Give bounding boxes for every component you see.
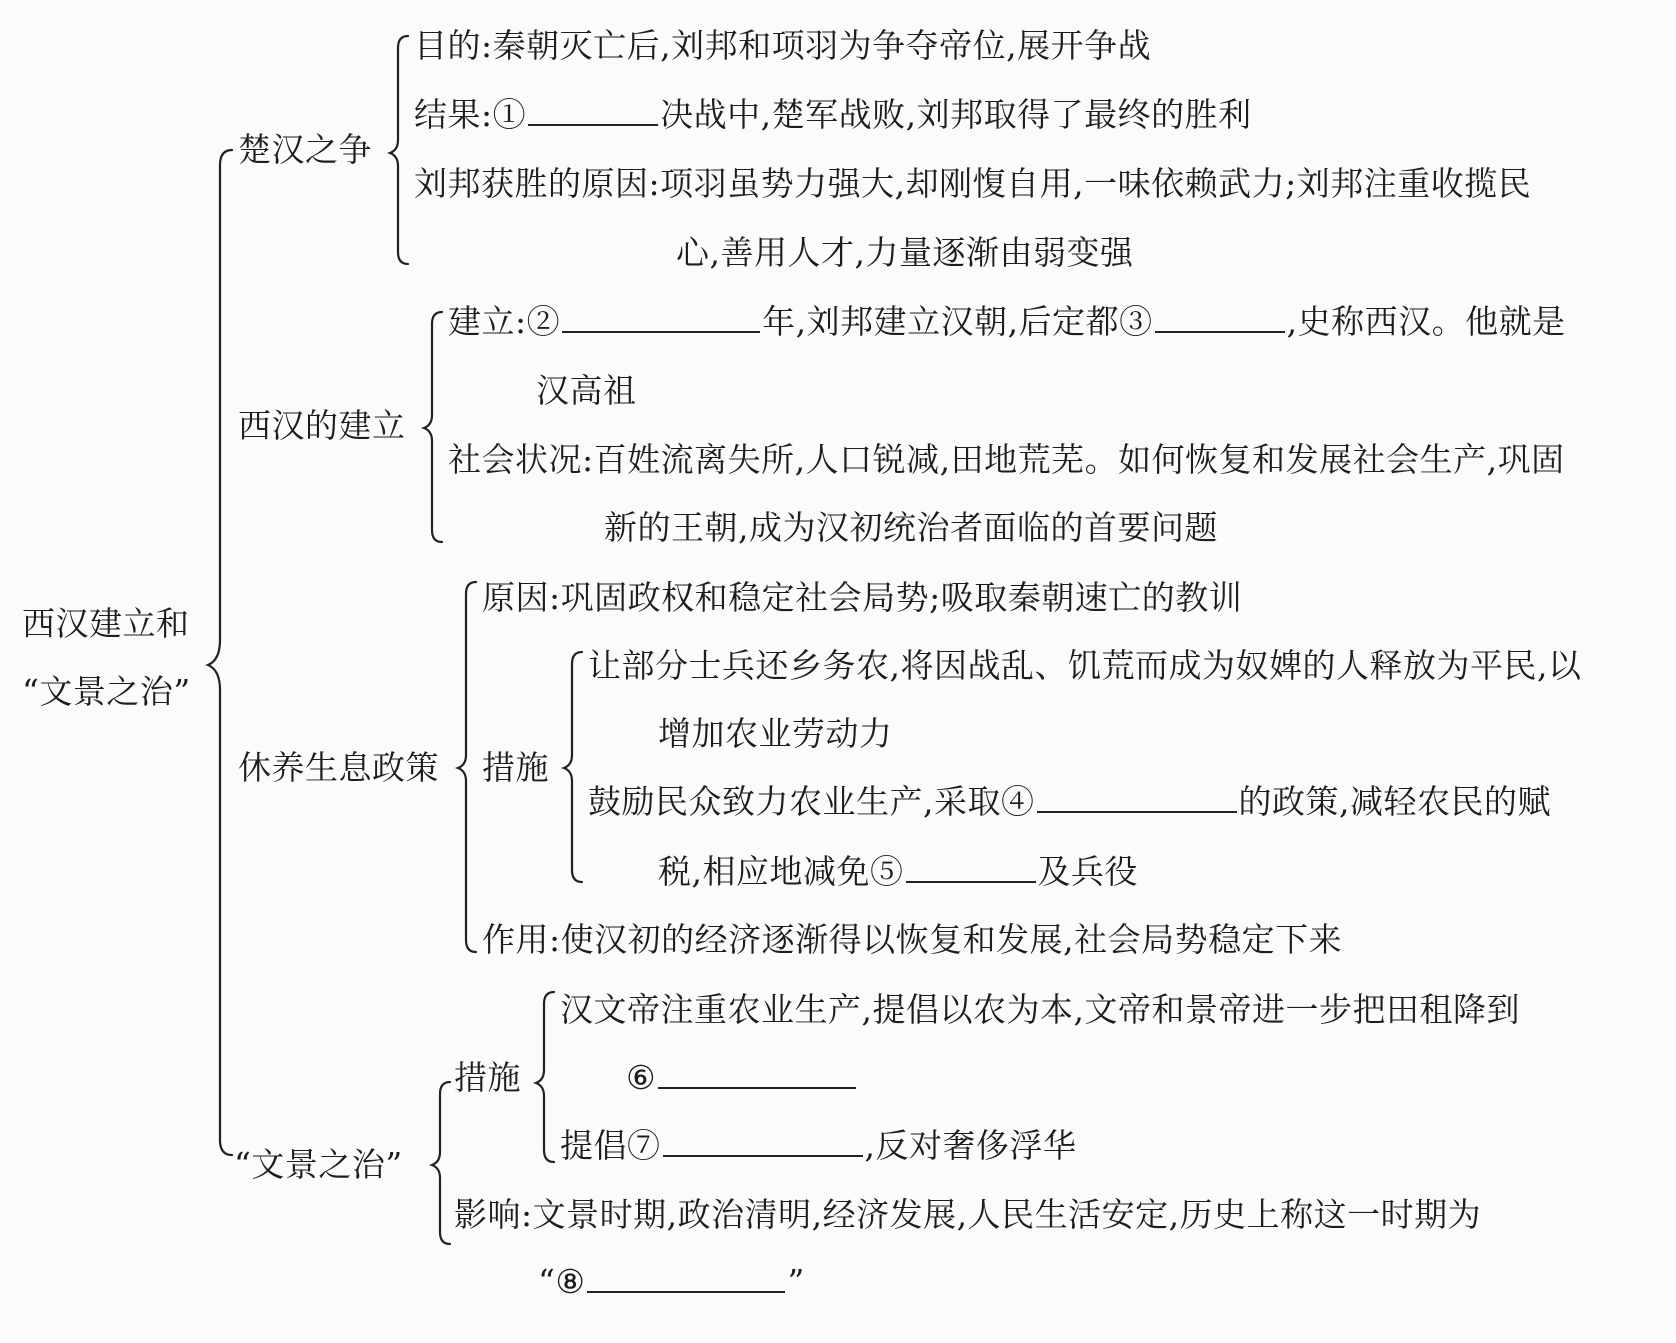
xiuyang-m2-line2 xyxy=(658,852,1138,892)
chuhan-brace xyxy=(390,36,408,264)
xiuyang-measures-label: 措施 xyxy=(482,748,549,787)
wenjing-influence-line2 xyxy=(538,1262,805,1302)
blank-1[interactable] xyxy=(528,96,658,126)
wenjing-m1-line2 xyxy=(626,1058,858,1098)
xiuyang-reason: 原因:巩固政权和稳定社会局势;吸取秦朝速亡的教训 xyxy=(482,578,1243,617)
wenjing-brace xyxy=(432,1082,450,1244)
xiuyang-label: 休养生息政策 xyxy=(238,748,439,787)
blank-5[interactable] xyxy=(906,853,1036,883)
xiuyang-m1-line2: 增加农业劳动力 xyxy=(658,714,893,753)
blank-4[interactable] xyxy=(1037,783,1237,813)
xiuyang-m2-suffix: 的政策,减轻农民的赋 xyxy=(1238,782,1551,821)
wenjing-m1-line2-prefix: ⑥ xyxy=(626,1058,657,1097)
chuhan-label: 楚汉之争 xyxy=(238,130,372,169)
chuhan-reason-line1: 刘邦获胜的原因:项羽虽势力强大,却刚愎自用,一味依赖武力;刘邦注重收揽民 xyxy=(414,164,1532,203)
xihan-society-line2: 新的王朝,成为汉初统治者面临的首要问题 xyxy=(604,508,1218,547)
wenjing-m2-suffix: ,反对奢侈浮华 xyxy=(864,1126,1077,1165)
xihan-society-line1: 社会状况:百姓流离失所,人口锐减,田地荒芜。如何恢复和发展社会生产,巩固 xyxy=(448,440,1565,479)
xiuyang-brace xyxy=(458,582,476,952)
xihan-found-mid: 年,刘邦建立汉朝,后定都③ xyxy=(762,302,1153,341)
wenjing-m2 xyxy=(560,1126,1077,1166)
chuhan-result-suffix: 决战中,楚军战败,刘邦取得了最终的胜利 xyxy=(660,95,1252,134)
blank-7[interactable] xyxy=(663,1127,863,1157)
wenjing-influence-line1: 影响:文景时期,政治清明,经济发展,人民生活安定,历史上称这一时期为 xyxy=(454,1195,1482,1234)
chuhan-reason-line2: 心,善用人才,力量逐渐由弱变强 xyxy=(676,233,1134,272)
wenjing-measures-brace xyxy=(536,992,554,1162)
wenjing-m1-line1: 汉文帝注重农业生产,提倡以农为本,文帝和景帝进一步把田租降到 xyxy=(560,990,1520,1029)
chuhan-result xyxy=(414,95,1252,135)
wenjing-label: “文景之治” xyxy=(234,1145,403,1184)
root-title-line1: 西汉建立和 xyxy=(22,604,190,643)
xiuyang-m1-line1: 让部分士兵还乡务农,将因战乱、饥荒而成为奴婢的人释放为平民,以 xyxy=(588,646,1582,685)
blank-6[interactable] xyxy=(658,1059,856,1089)
xiuyang-m2-prefix: 鼓励民众致力农业生产,采取④ xyxy=(588,782,1035,821)
xiuyang-measures-brace xyxy=(564,652,582,882)
xiuyang-m2-line2-prefix: 税,相应地减免⑤ xyxy=(658,852,904,891)
xihan-found-line2: 汉高祖 xyxy=(536,371,637,410)
xihan-brace xyxy=(424,312,442,542)
root-title-line2: “文景之治” xyxy=(22,672,191,711)
wenjing-influence-line2-suffix: ” xyxy=(787,1262,805,1301)
xihan-found-line1 xyxy=(448,302,1566,342)
xihan-label: 西汉的建立 xyxy=(238,406,406,445)
blank-8[interactable] xyxy=(587,1263,785,1293)
xiuyang-effect: 作用:使汉初的经济逐渐得以恢复和发展,社会局势稳定下来 xyxy=(482,920,1343,959)
root-brace xyxy=(208,150,232,1155)
wenjing-influence-line2-prefix: “⑧ xyxy=(538,1262,586,1301)
chuhan-result-prefix: 结果:① xyxy=(414,95,527,134)
xihan-found-prefix: 建立:② xyxy=(448,302,561,341)
xihan-found-suffix: ,史称西汉。他就是 xyxy=(1286,302,1566,341)
xiuyang-m2-line2-suffix: 及兵役 xyxy=(1037,852,1138,891)
blank-2[interactable] xyxy=(562,303,760,333)
wenjing-m2-prefix: 提倡⑦ xyxy=(560,1126,661,1165)
wenjing-measures-label: 措施 xyxy=(454,1058,521,1097)
xiuyang-m2-line1 xyxy=(588,782,1551,822)
chuhan-purpose: 目的:秦朝灭亡后,刘邦和项羽为争夺帝位,展开争战 xyxy=(414,26,1152,65)
blank-3[interactable] xyxy=(1155,303,1285,333)
